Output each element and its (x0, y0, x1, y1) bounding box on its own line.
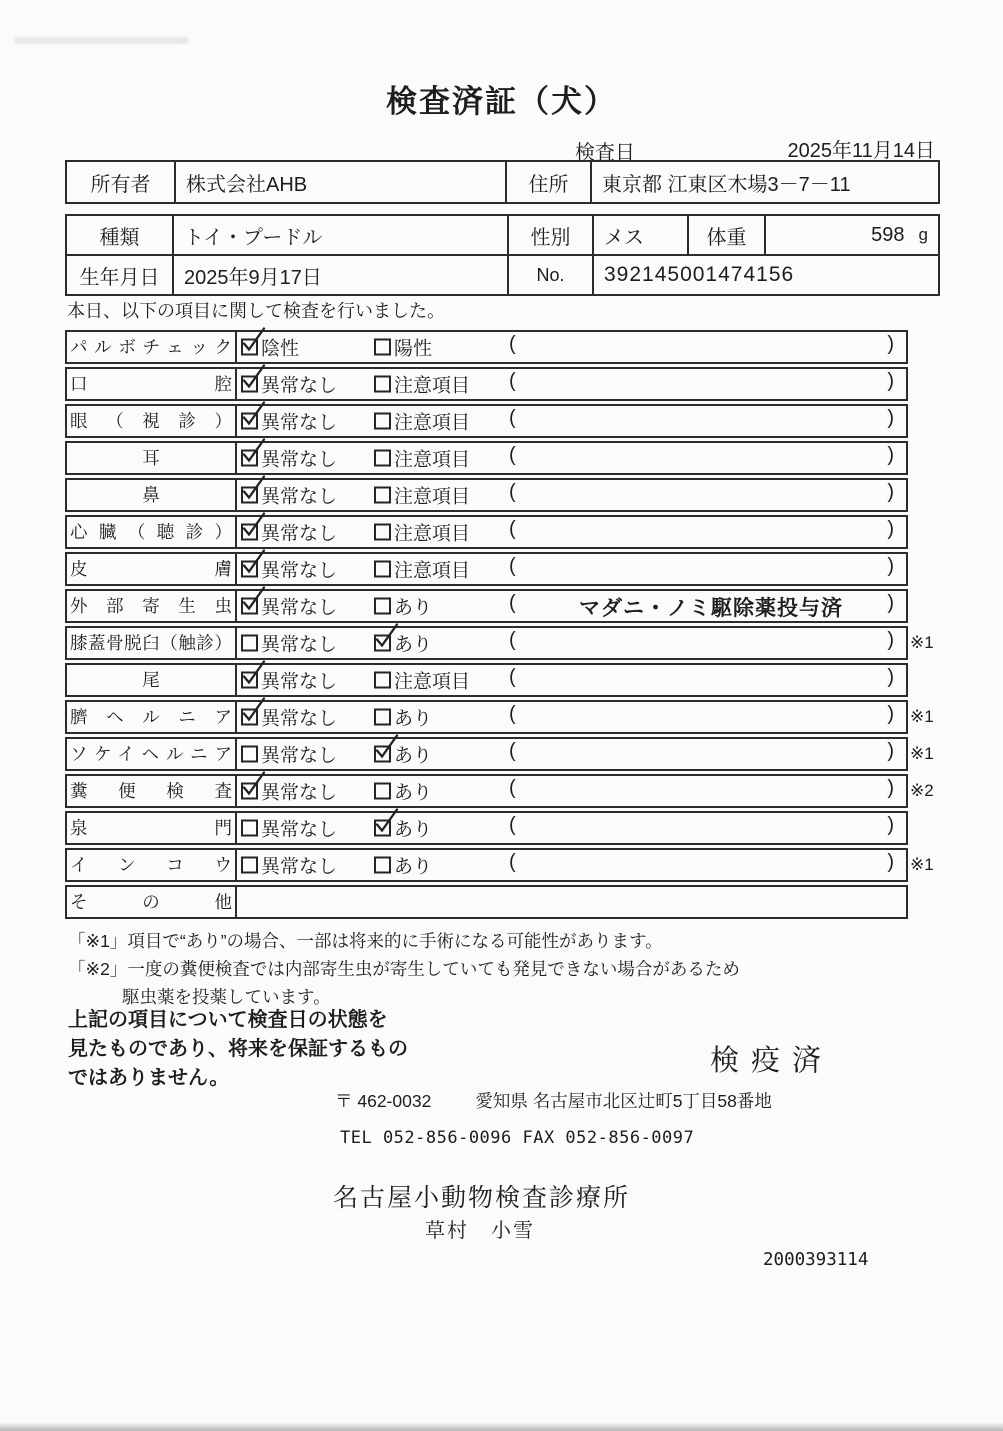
option-label: 異常なし (261, 782, 338, 804)
checkbox-icon (374, 783, 391, 800)
footnote-mark: ※2 (910, 781, 934, 800)
option-label: あり (394, 819, 433, 841)
option-label: 異常なし (261, 375, 338, 397)
exam-option (241, 408, 337, 435)
inspection-date-value: 2025年11月14日 (787, 140, 935, 162)
exam-item-label: 眼（視診） (67, 406, 237, 436)
exam-options (237, 665, 906, 695)
exam-option (241, 556, 337, 583)
exam-row (65, 663, 908, 697)
paren-close: ) (887, 592, 894, 614)
exam-item-label: 鼻 (67, 480, 237, 510)
paren-close: ) (887, 666, 894, 688)
disclaimer-line-1: 上記の項目について検査日の状態を (68, 1009, 388, 1031)
exam-table (65, 330, 934, 922)
paren-close: ) (887, 740, 894, 762)
checkbox-icon (374, 857, 391, 874)
paren-open: ( (509, 407, 516, 429)
exam-option (241, 593, 337, 620)
paren-open: ( (509, 555, 516, 577)
option-label: 注意項目 (394, 560, 471, 582)
footnote-mark: ※1 (910, 855, 934, 874)
exam-item-label: 泉門 (67, 813, 237, 843)
exam-row (65, 478, 908, 512)
number-label: No. (507, 256, 592, 294)
owner-table (65, 160, 940, 204)
checkbox-icon (374, 709, 391, 726)
breed-label: 種類 (99, 226, 140, 249)
exam-options (237, 406, 906, 436)
paren-close: ) (887, 703, 894, 725)
check-mark-icon (240, 401, 267, 428)
checkbox-checked-icon (241, 339, 258, 356)
exam-options (237, 850, 906, 880)
exam-row (65, 367, 908, 401)
address-label: 住所 (505, 162, 590, 202)
paren-close: ) (887, 407, 894, 429)
checkbox-icon (374, 524, 391, 541)
pet-row-2 (67, 254, 938, 294)
option-label: 注意項目 (394, 412, 471, 434)
option-label: 異常なし (261, 634, 338, 656)
checkbox-checked-icon (241, 783, 258, 800)
exam-row (65, 404, 908, 438)
option-label: 異常なし (261, 523, 338, 545)
exam-option (374, 482, 470, 509)
exam-option (374, 815, 432, 842)
exam-item-label: 心臓（聴診） (67, 517, 237, 547)
option-label: あり (394, 634, 433, 656)
option-label: あり (394, 708, 433, 730)
exam-item-label: 臍ヘルニア (67, 702, 237, 732)
footnote-mark: ※1 (910, 707, 934, 726)
exam-option (374, 408, 470, 435)
footnote-mark: ※1 (910, 744, 934, 763)
option-label: あり (394, 856, 433, 878)
checkbox-checked-icon (241, 376, 258, 393)
exam-options (237, 517, 906, 547)
checkbox-checked-icon (241, 672, 258, 689)
paren-close: ) (887, 481, 894, 503)
option-label: 異常なし (261, 745, 338, 767)
exam-item-label: パルボチェック (67, 332, 237, 362)
exam-options (237, 591, 906, 621)
scan-smudge-artifact (14, 37, 189, 44)
exam-row (65, 774, 934, 808)
weight-cell (764, 216, 938, 254)
paren-close: ) (887, 333, 894, 355)
clinic-name: 名古屋小動物検査診療所 (333, 1184, 631, 1212)
option-label: 陽性 (394, 338, 433, 360)
checkbox-icon (241, 820, 258, 837)
exam-row (65, 848, 934, 882)
serial-number: 2000393114 (763, 1250, 869, 1270)
check-mark-icon (240, 438, 267, 465)
checkbox-icon (374, 672, 391, 689)
checkbox-icon (374, 561, 391, 578)
exam-option (241, 815, 337, 842)
check-mark-icon (240, 549, 267, 576)
scan-edge-artifact (0, 1422, 1003, 1431)
exam-item-label: その他 (67, 887, 237, 917)
check-mark-icon (240, 697, 267, 724)
paren-open: ( (509, 703, 516, 725)
option-label: 異常なし (261, 856, 338, 878)
exam-item-label: 尾 (67, 665, 237, 695)
exam-option (241, 852, 337, 879)
intro-text: 本日、以下の項目に関して検査を行いました。 (67, 301, 445, 321)
exam-options (237, 369, 906, 399)
option-label: 異常なし (261, 486, 338, 508)
exam-item-label: 皮膚 (67, 554, 237, 584)
option-label: 注意項目 (394, 449, 471, 471)
exam-option (241, 778, 337, 805)
exam-item-label: 糞便検査 (67, 776, 237, 806)
option-label: 異常なし (261, 449, 338, 471)
exam-note: マダニ・ノミ駆除薬投与済 (579, 597, 843, 620)
exam-options (237, 332, 906, 362)
exam-option (241, 519, 337, 546)
exam-item-label: 膝蓋骨脱臼（触診） (67, 628, 237, 658)
exam-item-label: 外部寄生虫 (67, 591, 237, 621)
option-label: 注意項目 (394, 523, 471, 545)
exam-option (374, 371, 470, 398)
number-value: 392145001474156 (592, 256, 938, 294)
option-label: あり (394, 597, 433, 619)
checkbox-icon (374, 413, 391, 430)
exam-options (237, 813, 906, 843)
paren-open: ( (509, 666, 516, 688)
exam-option (241, 445, 337, 472)
exam-option (374, 852, 432, 879)
clinic-tel-fax: TEL 052-856-0096 FAX 052-856-0097 (340, 1128, 695, 1148)
exam-row (65, 626, 934, 660)
paren-close: ) (887, 629, 894, 651)
paren-close: ) (887, 518, 894, 540)
option-label: 異常なし (261, 819, 338, 841)
quarantine-stamp: 検疫済 (710, 1045, 834, 1077)
owner-label: 所有者 (90, 173, 151, 196)
exam-row (65, 737, 934, 771)
checkbox-icon (374, 339, 391, 356)
check-mark-icon (373, 808, 400, 835)
clinic-postal-line (335, 1088, 772, 1113)
option-label: 注意項目 (394, 671, 471, 693)
veterinarian-name: 草村 小雪 (425, 1220, 535, 1242)
option-label: 異常なし (261, 560, 338, 582)
checkbox-icon (374, 487, 391, 504)
weight-value: 598 (871, 223, 905, 246)
weight-unit: g (918, 225, 928, 244)
paren-open: ( (509, 777, 516, 799)
paren-open: ( (509, 370, 516, 392)
paren-open: ( (509, 444, 516, 466)
check-mark-icon (240, 586, 267, 613)
option-label: 注意項目 (394, 375, 471, 397)
footnote-2-cont: 駆虫薬を投薬しています。 (122, 987, 331, 1007)
sex-label: 性別 (507, 216, 592, 254)
exam-option (241, 371, 337, 398)
disclaimer-text (68, 1006, 408, 1093)
exam-row (65, 885, 908, 919)
paren-close: ) (887, 777, 894, 799)
paren-close: ) (887, 444, 894, 466)
exam-options (237, 776, 906, 806)
checkbox-checked-icon (241, 561, 258, 578)
exam-row (65, 589, 908, 623)
exam-item-label: ソケイヘルニア (67, 739, 237, 769)
exam-option (241, 741, 337, 768)
exam-row (65, 330, 908, 364)
paren-open: ( (509, 333, 516, 355)
exam-option (374, 741, 432, 768)
checkbox-checked-icon (241, 709, 258, 726)
checkbox-icon (241, 635, 258, 652)
weight-label: 体重 (687, 216, 764, 254)
exam-option (241, 667, 337, 694)
option-label: あり (394, 782, 433, 804)
paren-open: ( (509, 481, 516, 503)
footnote-2: 「※2」一度の糞便検査では内部寄生虫が寄生していても発見できない場合があるため (68, 959, 740, 979)
exam-options (237, 887, 906, 917)
exam-option (374, 630, 432, 657)
exam-option (374, 334, 432, 361)
disclaimer-line-2: 見たものであり、将来を保証するもの (68, 1038, 408, 1060)
exam-row (65, 441, 908, 475)
paren-open: ( (509, 629, 516, 651)
pet-info-table (65, 214, 940, 296)
exam-option (241, 704, 337, 731)
footnote-1: 「※1」項目で“あり”の場合、一部は将来的に手術になる可能性があります。 (68, 931, 663, 951)
exam-options (237, 739, 906, 769)
breed-value: トイ・プードル (172, 216, 507, 254)
paren-open: ( (509, 592, 516, 614)
check-mark-icon (240, 327, 267, 354)
exam-option (374, 445, 470, 472)
exam-item-label: 口腔 (67, 369, 237, 399)
checkbox-checked-icon (241, 487, 258, 504)
paren-close: ) (887, 555, 894, 577)
option-label: 異常なし (261, 708, 338, 730)
exam-options (237, 480, 906, 510)
check-mark-icon (240, 512, 267, 539)
checkbox-checked-icon (374, 746, 391, 763)
option-label: 陰性 (261, 338, 300, 360)
birthdate-value: 2025年9月17日 (172, 256, 507, 294)
pet-row-1 (67, 216, 938, 254)
exam-option (374, 556, 470, 583)
option-label: 異常なし (261, 412, 338, 434)
owner-value: 株式会社AHB (174, 162, 505, 202)
checkbox-checked-icon (241, 413, 258, 430)
paren-open: ( (509, 814, 516, 836)
exam-item-label: インコウ (67, 850, 237, 880)
paren-close: ) (887, 851, 894, 873)
check-mark-icon (240, 364, 267, 391)
paren-open: ( (509, 851, 516, 873)
checkbox-icon (374, 376, 391, 393)
option-label: 異常なし (261, 671, 338, 693)
option-label: あり (394, 745, 433, 767)
exam-options (237, 628, 906, 658)
paren-close: ) (887, 814, 894, 836)
checkbox-checked-icon (241, 598, 258, 615)
exam-option (241, 334, 299, 361)
clinic-address: 愛知県 名古屋市北区辻町5丁目58番地 (475, 1091, 772, 1111)
address-value: 東京都 江東区木場3－7－11 (590, 162, 938, 202)
option-label: 異常なし (261, 597, 338, 619)
checkbox-icon (241, 857, 258, 874)
birthdate-label: 生年月日 (79, 266, 160, 289)
clinic-postal: 〒 462-0032 (335, 1091, 432, 1111)
checkbox-checked-icon (374, 635, 391, 652)
paren-close: ) (887, 370, 894, 392)
paren-open: ( (509, 740, 516, 762)
disclaimer-line-3: ではありません。 (68, 1067, 230, 1089)
owner-row (67, 162, 938, 202)
exam-option (374, 593, 432, 620)
check-mark-icon (240, 475, 267, 502)
exam-option (374, 704, 432, 731)
exam-options (237, 702, 906, 732)
exam-option (241, 482, 337, 509)
checkbox-checked-icon (241, 450, 258, 467)
exam-option (374, 667, 470, 694)
exam-row (65, 515, 908, 549)
exam-row (65, 700, 934, 734)
checkbox-icon (374, 598, 391, 615)
check-mark-icon (373, 623, 400, 650)
exam-option (374, 778, 432, 805)
exam-options (237, 554, 906, 584)
inspection-date-label: 検査日 (575, 142, 635, 164)
exam-option (241, 630, 337, 657)
checkbox-icon (241, 746, 258, 763)
check-mark-icon (240, 771, 267, 798)
check-mark-icon (373, 734, 400, 761)
exam-option (374, 519, 470, 546)
exam-row (65, 811, 908, 845)
checkbox-checked-icon (374, 820, 391, 837)
exam-item-label: 耳 (67, 443, 237, 473)
exam-row (65, 552, 908, 586)
checkbox-checked-icon (241, 524, 258, 541)
check-mark-icon (240, 660, 267, 687)
option-label: 注意項目 (394, 486, 471, 508)
paren-open: ( (509, 518, 516, 540)
document-title: 検査済証（犬） (386, 84, 617, 119)
checkbox-icon (374, 450, 391, 467)
exam-options (237, 443, 906, 473)
footnote-mark: ※1 (910, 633, 934, 652)
sex-value: メス (592, 216, 687, 254)
